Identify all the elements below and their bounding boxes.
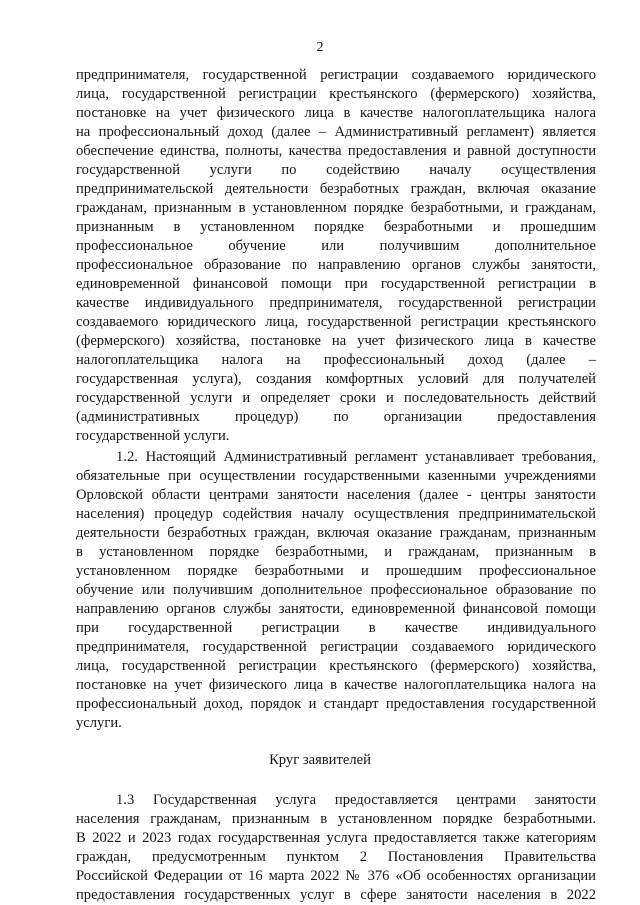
page-number: 2 bbox=[316, 40, 324, 55]
text-line: при государственной регистрации в качестве индивидуального bbox=[76, 620, 596, 636]
text-line: профессиональное образование по направлению органов службы занятости, bbox=[76, 257, 596, 273]
text-line: направлению органов службы занятости, единовременной финансовой помощи bbox=[76, 601, 596, 617]
text-line: постановке на учет физического лица в качестве налогоплательщика налога bbox=[76, 105, 596, 121]
text-line: государственной услуги по содействию началу осуществления bbox=[76, 162, 596, 178]
text-line: признанным в установленном порядке безработными и прошедшим bbox=[76, 219, 596, 235]
text-line: государственной услуги. bbox=[76, 428, 230, 444]
text-line: предпринимательской деятельности безработных граждан, включая оказание bbox=[76, 181, 596, 197]
text-line: населения) процедур содействия началу осуществления предпринимательской bbox=[76, 506, 596, 522]
text-line: качестве индивидуального предпринимателя, государственной регистрации bbox=[76, 295, 596, 311]
text-line: государственной услуги и определяет сроки и последовательность действий bbox=[76, 390, 596, 406]
text-line: лица, государственной регистрации крестьянского (фермерского) хозяйства, bbox=[76, 658, 596, 674]
text-line: предоставления государственных услуг в сфере занятости населения в 2022 bbox=[76, 887, 596, 903]
text-line: деятельности безработных граждан, включая оказание гражданам, признанным bbox=[76, 525, 596, 541]
text-line: постановке на учет физического лица в качестве налогоплательщика налога на bbox=[76, 677, 596, 693]
text-line: лица, государственной регистрации крестьянского (фермерского) хозяйства, bbox=[76, 86, 596, 102]
text-line: в установленном порядке безработными, и гражданам, признанным в bbox=[76, 544, 596, 560]
section-heading: Круг заявителей bbox=[269, 752, 371, 768]
text-line: В 2022 и 2023 годах государственная услуга предоставляется также категориям bbox=[76, 830, 596, 846]
text-line: обязательные при осуществлении государственными казенными учреждениями bbox=[76, 468, 596, 484]
text-line: (административных процедур) по организации предоставления bbox=[76, 409, 596, 425]
text-line: государственная услуга), создания комфортных условий для получателей bbox=[76, 371, 596, 387]
text-line: гражданам, признанным в установленном порядке безработными, и гражданам, bbox=[76, 200, 596, 216]
text-line: на профессиональный доход (далее – Административный регламент) является bbox=[76, 124, 596, 140]
text-line: создаваемого юридического лица, государственной регистрации крестьянского bbox=[76, 314, 596, 330]
text-line: населения гражданам, признанным в установленном порядке безработными. bbox=[76, 811, 596, 827]
text-line: 1.2. Настоящий Административный регламент устанавливает требования, bbox=[116, 449, 596, 465]
text-line: 1.3 Государственная услуга предоставляется центрами занятости bbox=[116, 792, 596, 808]
text-line: единовременной финансовой помощи при государственной регистрации в bbox=[76, 276, 596, 292]
text-line: установленном порядке безработными и прошедшим профессиональное bbox=[76, 563, 596, 579]
text-line: профессиональный доход, порядок и стандарт предоставления государственной bbox=[76, 696, 596, 712]
text-line: обеспечение единства, полноты, качества предоставления и равной доступности bbox=[76, 143, 596, 159]
text-line: предпринимателя, государственной регистрации создаваемого юридического bbox=[76, 67, 596, 83]
text-line: Орловской области центрами занятости населения (далее - центры занятости bbox=[76, 487, 596, 503]
text-line: налогоплательщика налога на профессиональный доход (далее – bbox=[76, 352, 596, 368]
text-line: (фермерского) хозяйства, постановке на учет физического лица в качестве bbox=[76, 333, 596, 349]
text-line: граждан, предусмотренным пунктом 2 Постановления Правительства bbox=[76, 849, 596, 865]
text-line: профессиональное обучение или получившим дополнительное bbox=[76, 238, 596, 254]
text-line: услуги. bbox=[76, 715, 122, 731]
text-line: обучение или получившим дополнительное профессиональное образование по bbox=[76, 582, 596, 598]
text-line: предпринимателя, государственной регистрации создаваемого юридического bbox=[76, 639, 596, 655]
text-line: Российской Федерации от 16 марта 2022 № 376 «Об особенностях организации bbox=[76, 868, 596, 884]
